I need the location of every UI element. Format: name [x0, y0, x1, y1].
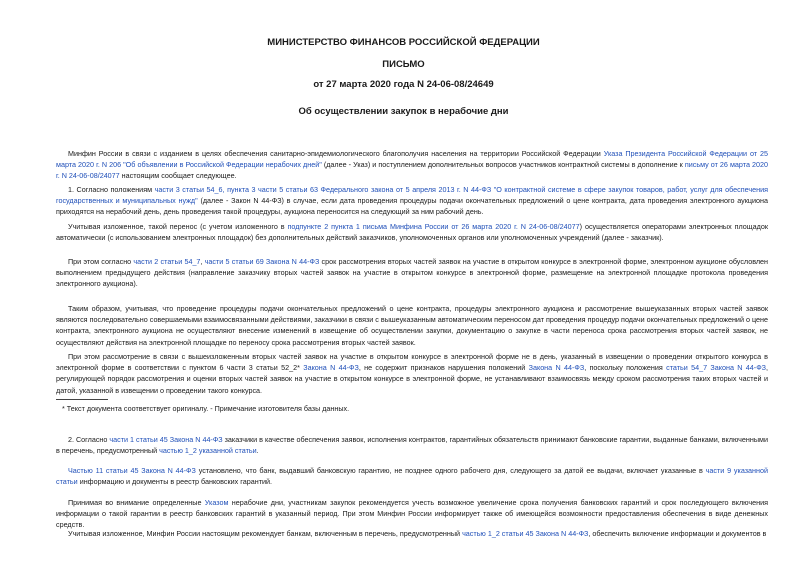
footnote-divider [56, 399, 108, 400]
paragraph-4 [56, 303, 768, 348]
text-run: (далее - Закон N 44-ФЗ) в случае, если дата проведения процедуры подачи окончательных предложений о цене контракта, дата проведения электронного аукциона приходятся на нерабочий день, день проведения такой процедуры, аукциона переносится на следующий за ним рабочий день. [56, 196, 768, 217]
doc-date-number: от 27 марта 2020 года N 24-06-08/24649 [313, 79, 494, 90]
doc-type: ПИСЬМО [382, 59, 425, 70]
text-run: , не содержит признаков нарушения положений [358, 363, 529, 373]
text-run: , [200, 257, 205, 266]
document-link[interactable]: Указом [204, 498, 229, 507]
document-link[interactable]: Закона N 44-ФЗ [303, 363, 359, 373]
document-link[interactable]: частью 1_2 указанной статьи [159, 446, 257, 456]
text-run: настоящим сообщает следующее. [119, 171, 237, 181]
paragraph-2 [56, 221, 768, 243]
footnote [62, 403, 774, 414]
paragraph-5 [56, 351, 768, 396]
text-run: Минфин России в связи с изданием в целях обеспечения санитарно-эпидемиологического благополучия населения на территории Российской Федерации [68, 149, 604, 158]
paragraph-7 [56, 465, 768, 487]
document-link[interactable]: Частью 11 статьи 45 Закона N 44-ФЗ [68, 466, 196, 475]
doc-subject: Об осуществлении закупок в нерабочие дни [298, 106, 509, 117]
text-run: информацию и документы в реестр банковских гарантий. [77, 477, 273, 487]
text-run: Учитывая изложенное, Минфин России настоящим рекомендует банкам, включенным в перечень, предусмотренный [68, 529, 463, 538]
document-link[interactable]: подпункте 2 пункта 1 письма Минфина России от 26 марта 2020 г. N 24-06-08/24077 [287, 222, 580, 231]
text-run: ) осуществляется операторами электронных площадок автоматически (с использованием электронных площадок) без дополнительных действий заказчиков, уполномоченных органов или уполномоченных учреждений (далее - заказчик). [56, 222, 769, 243]
text-run: Принимая во внимание определенные [68, 498, 205, 507]
text-run: При этом согласно [68, 257, 134, 266]
text-run: . [256, 446, 259, 456]
text-run: срок рассмотрения вторых частей заявок на участие в открытом конкурсе в электронной форме, электронном аукционе обусловлен выполнением предыдущего действия (направление заказчику вторых частей заявок на участие в открытом конкурсе в электронной форме, размещение на электронной площадке протокола проведения электронного аукциона). [56, 257, 769, 289]
text-run: нерабочие дни, участникам закупок рекомендуется учесть возможное увеличение срока получения банковских гарантий и срок последующего включения информации о такой гарантии в реестр банковских гарантий в указанный период. При этом Минфин России информирует также об имеющейся возможности предоставления обеспечения в виде денежных средств. [56, 498, 768, 530]
text-run: 2. Согласно [68, 435, 110, 444]
text-run: Таким образом, учитывая, что проведение процедуры подачи окончательных предложений о цене контракта, процедуры электронного аукциона и рассмотрение вышеуказанных вторых частей заявок являются последовательно совершаемыми взаимосвязанными действиями, заказчики в связи с вышеуказанным автоматическим переносом дат проведения процедур подачи окончательных предложений о цене контракта, электронного аукциона не осуществляют внесение изменений в извещение об осуществлении закупки, документацию о закупке в части переноса срока рассмотрения вторых частей заявок, не осуществляют действия на электронной площадке по переносу срока рассмотрения вторых частей заявок. [56, 304, 768, 347]
document-link[interactable]: части 2 статьи 54_7 [133, 257, 201, 266]
ministry-title: МИНИСТЕРСТВО ФИНАНСОВ РОССИЙСКОЙ ФЕДЕРАЦИИ [267, 37, 540, 48]
document-link[interactable]: статьи 54_7 Закона N 44-ФЗ [666, 363, 767, 373]
text-run: 1. Согласно положениям [68, 185, 155, 194]
paragraph-9 [56, 528, 768, 539]
document-link[interactable]: части 1 статьи 45 Закона N 44-ФЗ [109, 435, 223, 444]
text-run: , поскольку положения [584, 363, 667, 373]
text-run: , обеспечить включение информации и документов в [588, 529, 767, 538]
document-link[interactable]: части 9 указанной статьи [56, 466, 768, 487]
paragraph-intro [56, 148, 768, 182]
document-link[interactable]: части 3 статьи 54_6, пункта 3 части 5 статьи 63 Федерального закона от 5 апреля 2013 г. N 44-ФЗ "О контрактной системе в сфере закупок товаров, работ, услуг для обеспечения государственных и муниципальных нужд" [56, 185, 768, 206]
paragraph-1 [56, 184, 768, 218]
text-run: (далее - Указ) и поступлением дополнительных вопросов участников контрактной системы в дополнение к [321, 160, 685, 170]
paragraph-8 [56, 497, 768, 531]
document-link[interactable]: Закона N 44-ФЗ [528, 363, 585, 373]
text-run: заказчики в качестве обеспечения заявок, исполнения контрактов, гарантийных обязательств принимают банковские гарантии, выданные банками, включенными в перечень, предусмотренный [56, 435, 768, 456]
document-link[interactable]: частью 1_2 статьи 45 Закона N 44-ФЗ [462, 529, 589, 538]
text-run: Учитывая изложенное, такой перенос (с учетом изложенного в [68, 222, 288, 231]
document-link[interactable]: части 5 статьи 69 Закона N 44-ФЗ [204, 257, 320, 266]
text-run: * Текст документа соответствует оригиналу. - Примечание изготовителя базы данных. [62, 404, 350, 413]
text-run: , регулирующей порядок рассмотрения и оценки вторых частей заявок на участие в открытом конкурсе в электронной форме, не устанавливают взаимосвязь между сроком рассмотрения таких вторых частей и датой, указанной в извещении о проведении такого конкурса. [56, 363, 769, 395]
text-run: При этом рассмотрение в связи с вышеизложенным вторых частей заявок на участие в открытом конкурсе в электронной форме не в день, указанный в извещении о проведении открытого конкурса в электронной форме в соответствии с пунктом 6 части 3 статьи 52_2* [56, 352, 768, 373]
paragraph-3 [56, 256, 768, 290]
document-link[interactable]: Указа Президента Российской Федерации от 25 марта 2020 г. N 206 "Об объявлении в Российской Федерации нерабочих дней" [56, 149, 768, 170]
document-link[interactable]: письму от 26 марта 2020 г. N 24-06-08/24077 [56, 160, 768, 181]
text-run: установлено, что банк, выдавший банковскую гарантию, не позднее одного рабочего дня, следующего за датой ее выдачи, включает указанные в [195, 466, 706, 475]
paragraph-6 [56, 434, 768, 456]
